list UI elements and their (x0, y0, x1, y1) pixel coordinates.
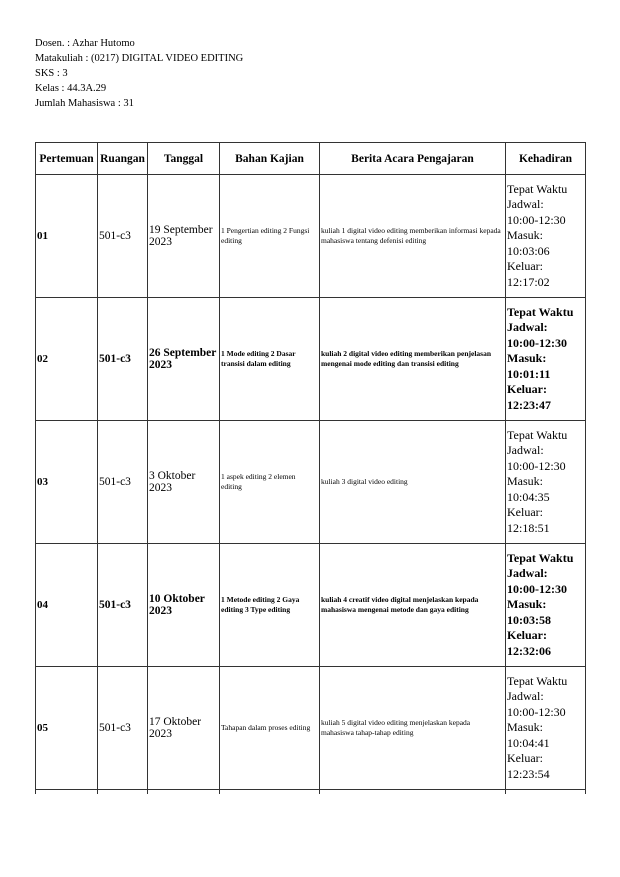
col-header-bahan-kajian: Bahan Kajian (220, 143, 320, 175)
table-row-continuation (36, 790, 586, 795)
table-row (36, 298, 586, 421)
col-header-kehadiran: Kehadiran (506, 143, 586, 175)
kehadiran-cell (506, 298, 586, 421)
table-header-row (36, 143, 586, 175)
kelas-line: Kelas : 44.3A.29 (35, 83, 107, 94)
kehadiran-status: Tepat Waktu (507, 427, 568, 442)
pertemuan-cell: 04 (36, 544, 98, 667)
bahan-kajian-cell: 1 Pengertian editing 2 Fungsi editing (220, 175, 320, 298)
col-header-berita-acara: Berita Acara Pengajaran (320, 143, 506, 175)
jadwal-value: 10:00-12:30 (507, 212, 566, 227)
masuk-label: Masuk: (507, 597, 547, 612)
table-row (36, 667, 586, 790)
kehadiran-status: Tepat Waktu (507, 550, 574, 565)
masuk-label: Masuk: (507, 351, 547, 366)
jumlah-mahasiswa-line: Jumlah Mahasiswa : 31 (35, 98, 134, 109)
pertemuan-cell: 02 (36, 298, 98, 421)
table-row (36, 421, 586, 544)
kehadiran-status: Tepat Waktu (507, 673, 568, 688)
tanggal-cell: 10 Oktober 2023 (148, 544, 220, 667)
kehadiran-status: Tepat Waktu (507, 304, 574, 319)
jadwal-label: Jadwal: (507, 320, 548, 335)
tanggal-cell: 19 September 2023 (148, 175, 220, 298)
keluar-value: 12:23:54 (507, 766, 550, 781)
tanggal-cell: 17 Oktober 2023 (148, 667, 220, 790)
berita-acara-cell: kuliah 1 digital video editing memberikan informasi kepada mahasiswa tentang defenisi editing (320, 175, 506, 298)
keluar-label: Keluar: (507, 505, 543, 520)
keluar-value: 12:17:02 (507, 274, 550, 289)
keluar-value: 12:23:47 (507, 397, 551, 412)
pertemuan-cell: 05 (36, 667, 98, 790)
pertemuan-cell: 01 (36, 175, 98, 298)
jadwal-label: Jadwal: (507, 443, 544, 458)
ruangan-cell: 501-c3 (98, 175, 148, 298)
masuk-label: Masuk: (507, 228, 543, 243)
course-header (35, 36, 243, 111)
bahan-kajian-cell: 1 Metode editing 2 Gaya editing 3 Type editing (220, 544, 320, 667)
keluar-label: Keluar: (507, 628, 547, 643)
attendance-table (35, 142, 586, 794)
col-header-tanggal: Tanggal (148, 143, 220, 175)
jadwal-value: 10:00-12:30 (507, 704, 566, 719)
table-row (36, 544, 586, 667)
dosen-line: Dosen. : Azhar Hutomo (35, 38, 135, 49)
masuk-label: Masuk: (507, 720, 543, 735)
masuk-value: 10:03:58 (507, 612, 551, 627)
ruangan-cell: 501-c3 (98, 421, 148, 544)
col-header-pertemuan: Pertemuan (36, 143, 98, 175)
kehadiran-status: Tepat Waktu (507, 181, 568, 196)
bahan-kajian-cell: 1 Mode editing 2 Dasar transisi dalam editing (220, 298, 320, 421)
sks-line: SKS : 3 (35, 68, 68, 79)
berita-acara-cell: kuliah 4 creatif video digital menjelaskan kepada mahasiswa mengenai metode dan gaya editing (320, 544, 506, 667)
masuk-value: 10:04:41 (507, 735, 550, 750)
berita-acara-cell: kuliah 2 digital video editing memberikan penjelasan mengenai mode editing dan transisi editing (320, 298, 506, 421)
jadwal-value: 10:00-12:30 (507, 458, 566, 473)
berita-acara-cell: kuliah 3 digital video editing (320, 421, 506, 544)
jadwal-value: 10:00-12:30 (507, 581, 567, 596)
ruangan-cell: 501-c3 (98, 298, 148, 421)
berita-acara-cell: kuliah 5 digital video editing menjelaskan kepada mahasiswa tahap-tahap editing (320, 667, 506, 790)
jadwal-value: 10:00-12:30 (507, 335, 567, 350)
masuk-value: 10:03:06 (507, 243, 550, 258)
ruangan-cell: 501-c3 (98, 544, 148, 667)
kehadiran-cell (506, 667, 586, 790)
keluar-label: Keluar: (507, 382, 547, 397)
ruangan-cell: 501-c3 (98, 667, 148, 790)
pertemuan-cell: 03 (36, 421, 98, 544)
tanggal-cell: 3 Oktober 2023 (148, 421, 220, 544)
kehadiran-cell (506, 544, 586, 667)
tanggal-cell: 26 September 2023 (148, 298, 220, 421)
masuk-value: 10:04:35 (507, 489, 550, 504)
jadwal-label: Jadwal: (507, 566, 548, 581)
keluar-label: Keluar: (507, 751, 543, 766)
jadwal-label: Jadwal: (507, 689, 544, 704)
bahan-kajian-cell: 1 aspek editing 2 elemen editing (220, 421, 320, 544)
keluar-value: 12:32:06 (507, 643, 551, 658)
col-header-ruangan: Ruangan (98, 143, 148, 175)
table-row (36, 175, 586, 298)
masuk-value: 10:01:11 (507, 366, 551, 381)
matakuliah-line: Matakuliah : (0217) DIGITAL VIDEO EDITING (35, 53, 244, 64)
kehadiran-cell (506, 421, 586, 544)
keluar-value: 12:18:51 (507, 520, 550, 535)
bahan-kajian-cell: Tahapan dalam proses editing (220, 667, 320, 790)
jadwal-label: Jadwal: (507, 197, 544, 212)
kehadiran-cell (506, 175, 586, 298)
masuk-label: Masuk: (507, 474, 543, 489)
keluar-label: Keluar: (507, 259, 543, 274)
